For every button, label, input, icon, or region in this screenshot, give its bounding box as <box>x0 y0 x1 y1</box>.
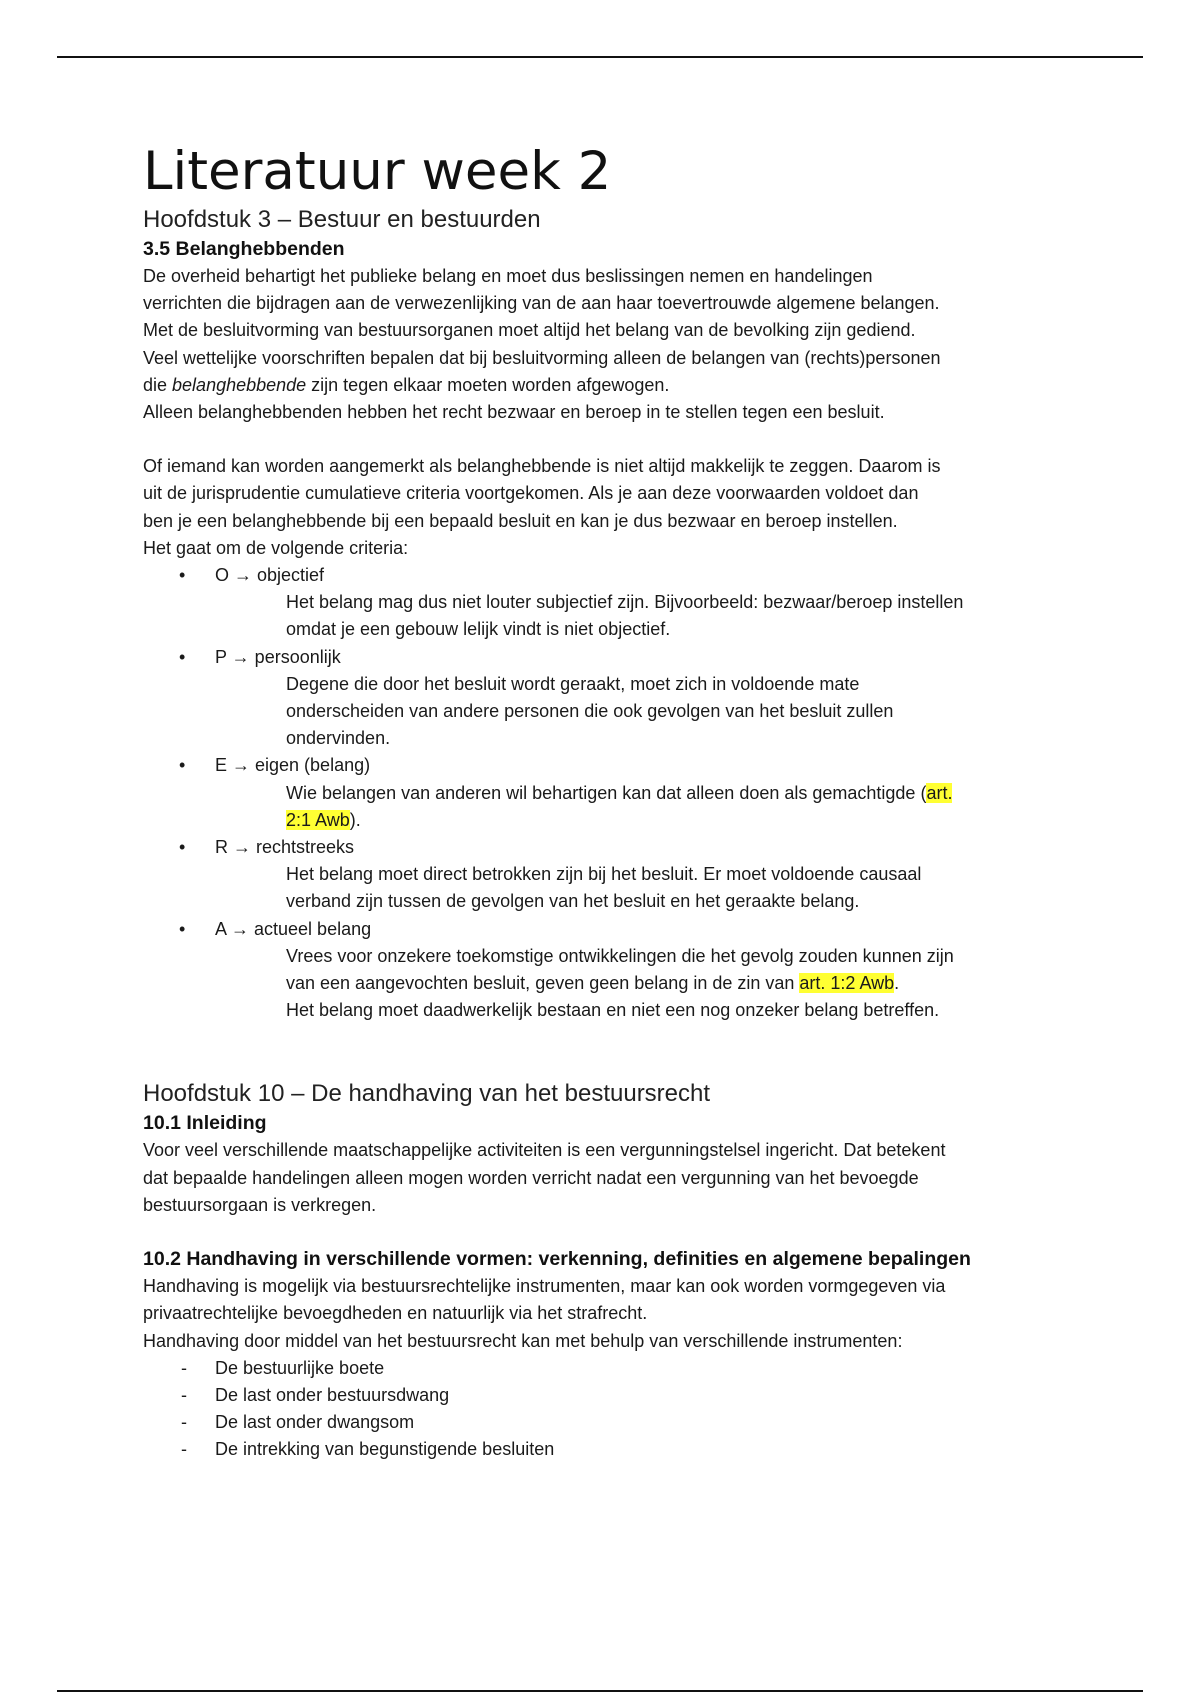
criterion-description <box>286 671 1073 753</box>
criterion-label: O → objectief <box>215 565 325 586</box>
text-line: Voor veel verschillende maatschappelijke activiteiten is een vergunningstelsel ingericht. Dat betekent <box>143 1140 946 1161</box>
chapter-10-heading: Hoofdstuk 10 – De handhaving van het bestuursrecht <box>143 1080 711 1108</box>
text-line: Het belang moet daadwerkelijk bestaan en niet een nog onzeker belang betreffen. <box>286 1000 940 1021</box>
text-line: Handhaving door middel van het bestuursrecht kan met behulp van verschillende instrumenten: <box>143 1330 903 1351</box>
text-span: van een aangevochten besluit, geven geen belang in de zin van <box>286 973 800 994</box>
text-line: bestuursorgaan is verkregen. <box>143 1194 377 1215</box>
list-item-label: De bestuurlijke boete <box>215 1357 385 1378</box>
bullet-icon: • <box>179 837 186 858</box>
criterion-objectief <box>143 562 1073 644</box>
dash-icon: - <box>181 1357 187 1378</box>
section-10-1-heading: 10.1 Inleiding <box>143 1112 267 1135</box>
text-line: privaatrechtelijke bevoegdheden en natuurlijk via het strafrecht. <box>143 1303 648 1324</box>
spacer <box>143 426 1073 453</box>
text-span: die <box>143 374 173 395</box>
text-line <box>286 807 1073 834</box>
bullet-icon: • <box>179 755 186 776</box>
criterion-actueel <box>143 916 1073 1025</box>
section-10-1-paragraph <box>143 1137 1073 1219</box>
text-line: ben je een belanghebbende bij een bepaald besluit en kan je dus bezwaar en beroep instellen. <box>143 510 898 531</box>
chapter-3-heading: Hoofdstuk 3 – Bestuur en bestuurden <box>143 206 541 233</box>
criterion-label: P → persoonlijk <box>215 646 341 667</box>
document-body <box>143 140 1073 1464</box>
criterion-description <box>286 589 1073 643</box>
text-span: . <box>894 973 900 994</box>
list-item-label: De intrekking van begunstigende besluiten <box>215 1439 555 1460</box>
header-rule <box>57 56 1143 58</box>
criteria-intro-paragraph <box>143 453 1073 562</box>
text-line: ondervinden. <box>286 728 391 749</box>
spacer <box>143 1219 1073 1246</box>
list-item-label: De last onder dwangsom <box>215 1412 415 1433</box>
text-line <box>286 780 1073 807</box>
text-line: Of iemand kan worden aangemerkt als belanghebbende is niet altijd makkelijk te zeggen. Daarom is <box>143 456 941 477</box>
list-item <box>143 1409 1073 1436</box>
text-line: Het gaat om de volgende criteria: <box>143 537 409 558</box>
criterion-rechtstreeks <box>143 834 1073 916</box>
text-line: Handhaving is mogelijk via bestuursrechtelijke instrumenten, maar kan ook worden vormgegeven via <box>143 1276 946 1297</box>
criterion-description <box>286 861 1073 915</box>
bullet-icon: • <box>179 565 186 586</box>
text-line: uit de jurisprudentie cumulatieve criteria voortgekomen. Als je aan deze voorwaarden voldoet dan <box>143 483 919 504</box>
footer-rule <box>57 1690 1143 1692</box>
criterion-description <box>286 780 1073 834</box>
section-10-2-heading: 10.2 Handhaving in verschillende vormen: verkenning, definities en algemene bepalingen <box>143 1248 971 1271</box>
spacer <box>143 1024 1073 1078</box>
text-line <box>286 970 1073 997</box>
instruments-list <box>143 1355 1073 1464</box>
list-item-label: De last onder bestuursdwang <box>215 1384 450 1405</box>
bullet-icon: • <box>179 918 186 939</box>
criterion-label: R → rechtstreeks <box>215 837 355 858</box>
text-line: Degene die door het besluit wordt geraakt, moet zich in voldoende mate <box>286 673 860 694</box>
text-line: Het belang mag dus niet louter subjectief zijn. Bijvoorbeeld: bezwaar/beroep instellen <box>286 592 964 613</box>
emphasis-term: belanghebbende <box>172 374 307 395</box>
section-3-5-heading: 3.5 Belanghebbenden <box>143 238 345 260</box>
text-span: ). <box>349 809 361 830</box>
criterion-eigen <box>143 752 1073 834</box>
list-item <box>143 1436 1073 1463</box>
highlighted-reference: art. <box>926 782 953 803</box>
text-line: verrichten die bijdragen aan de verwezenlijking van de aan haar toevertrouwde algemene belangen. <box>143 293 940 314</box>
text-line: Het belang moet direct betrokken zijn bij het besluit. Er moet voldoende causaal <box>286 864 922 885</box>
criterion-description <box>286 943 1073 1025</box>
text-line: verband zijn tussen de gevolgen van het besluit en het geraakte belang. <box>286 891 860 912</box>
highlighted-reference: 2:1 Awb <box>286 809 350 830</box>
dash-icon: - <box>181 1412 187 1433</box>
criteria-list <box>143 562 1073 1024</box>
criterion-label: A → actueel belang <box>215 918 372 939</box>
list-item <box>143 1382 1073 1409</box>
intro-paragraph <box>143 263 1073 426</box>
text-line: De overheid behartigt het publieke belang en moet dus beslissingen nemen en handelingen <box>143 266 873 286</box>
highlighted-reference: art. 1:2 Awb <box>799 973 895 994</box>
text-line: dat bepaalde handelingen alleen mogen worden verricht nadat een vergunning van het bevoegde <box>143 1167 919 1188</box>
document-title: Literatuur week 2 <box>143 141 612 202</box>
dash-icon: - <box>181 1439 187 1460</box>
list-item <box>143 1355 1073 1382</box>
text-line: Veel wettelijke voorschriften bepalen dat bij besluitvorming alleen de belangen van (rechts)personen <box>143 347 941 368</box>
text-line: omdat je een gebouw lelijk vindt is niet objectief. <box>286 619 671 640</box>
bullet-icon: • <box>179 646 186 667</box>
text-span: zijn tegen elkaar moeten worden afgewogen. <box>306 374 670 395</box>
text-line: Met de besluitvorming van bestuursorganen moet altijd het belang van de bevolking zijn gediend. <box>143 320 916 341</box>
dash-icon: - <box>181 1384 187 1405</box>
text-line: Vrees voor onzekere toekomstige ontwikkelingen die het gevolg zouden kunnen zijn <box>286 945 954 966</box>
criterion-persoonlijk <box>143 644 1073 753</box>
criterion-label: E → eigen (belang) <box>215 755 371 776</box>
text-line <box>143 372 1073 399</box>
text-line: Alleen belanghebbenden hebben het recht bezwaar en beroep in te stellen tegen een besluit. <box>143 402 885 423</box>
text-span: Wie belangen van anderen wil behartigen kan dat alleen doen als gemachtigde ( <box>286 782 927 803</box>
section-10-2-paragraph <box>143 1273 1073 1355</box>
text-line: onderscheiden van andere personen die ook gevolgen van het besluit zullen <box>286 701 894 722</box>
